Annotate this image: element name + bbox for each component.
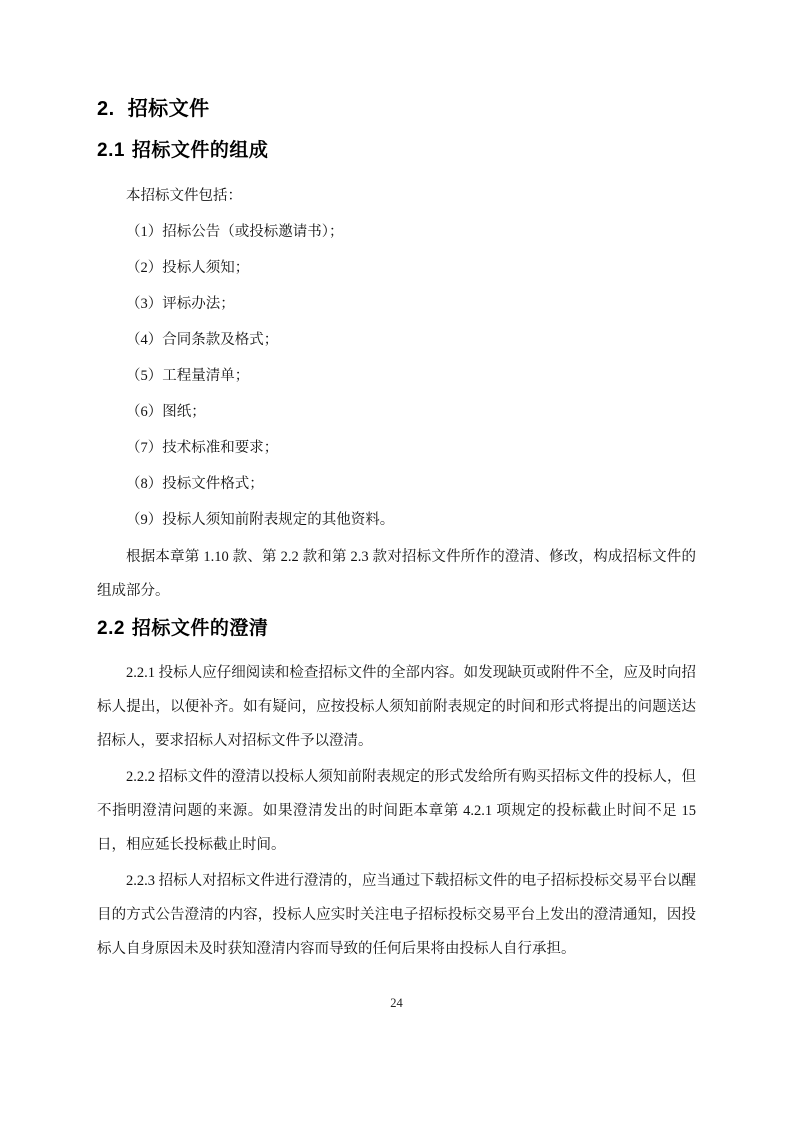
list-item: （8）投标文件格式；	[126, 476, 264, 492]
document-components-list	[97, 214, 696, 538]
list-item: （6）图纸；	[126, 404, 206, 420]
list-item: （2）投标人须知；	[126, 260, 250, 276]
section-2-1-title: 招标文件的组成	[131, 140, 269, 161]
section-2-1-number: 2.1	[97, 140, 125, 161]
list-item: （5）工程量清单；	[126, 368, 250, 384]
clause-2-2-1: 2.2.1 投标人应仔细阅读和检查招标文件的全部内容。如发现缺页或附件不全，应及时向招标人提出，以便补齐。如有疑问，应按投标人须知前附表规定的时间和形式将提出的问题送达招标人，要求招标人对招标文件予以澄清。	[97, 665, 696, 749]
list-item: （1）招标公告（或投标邀请书）；	[126, 224, 344, 240]
clause-2-2-3: 2.2.3 招标人对招标文件进行澄清的，应当通过下载招标文件的电子招标投标交易平台以醒目的方式公告澄清的内容，投标人应实时关注电子招标投标交易平台上发出的澄清通知，因投标人自身原因未及时获知澄清内容而导致的任何后果将由投标人自行承担。	[97, 873, 696, 957]
list-item: （7）技术标准和要求；	[126, 440, 279, 456]
list-item: （3）评标办法；	[126, 296, 235, 312]
list-item: （4）合同条款及格式；	[126, 332, 279, 348]
list-item: （9）投标人须知前附表规定的其他资料。	[126, 512, 395, 528]
section-2-2-title: 招标文件的澄清	[131, 618, 269, 639]
chapter-number: 2.	[97, 98, 115, 120]
section-2-2-heading	[97, 616, 696, 641]
chapter-heading	[97, 96, 696, 122]
section-2-2-number: 2.2	[97, 618, 125, 639]
chapter-title: 招标文件	[127, 98, 210, 120]
section-2-1-closing: 根据本章第 1.10 款、第 2.2 款和第 2.3 款对招标文件所作的澄清、修改，构成招标文件的组成部分。	[97, 549, 696, 599]
page-number: 24	[390, 996, 403, 1010]
section-2-1-heading	[97, 138, 696, 163]
clause-2-2-2: 2.2.2 招标文件的澄清以投标人须知前附表规定的形式发给所有购买招标文件的投标人，但不指明澄清问题的来源。如果澄清发出的时间距本章第 4.2.1 项规定的投标截止时间不足 15 日，相应延长投标截止时间。	[97, 769, 696, 853]
section-2-1-intro: 本招标文件包括：	[126, 188, 242, 204]
